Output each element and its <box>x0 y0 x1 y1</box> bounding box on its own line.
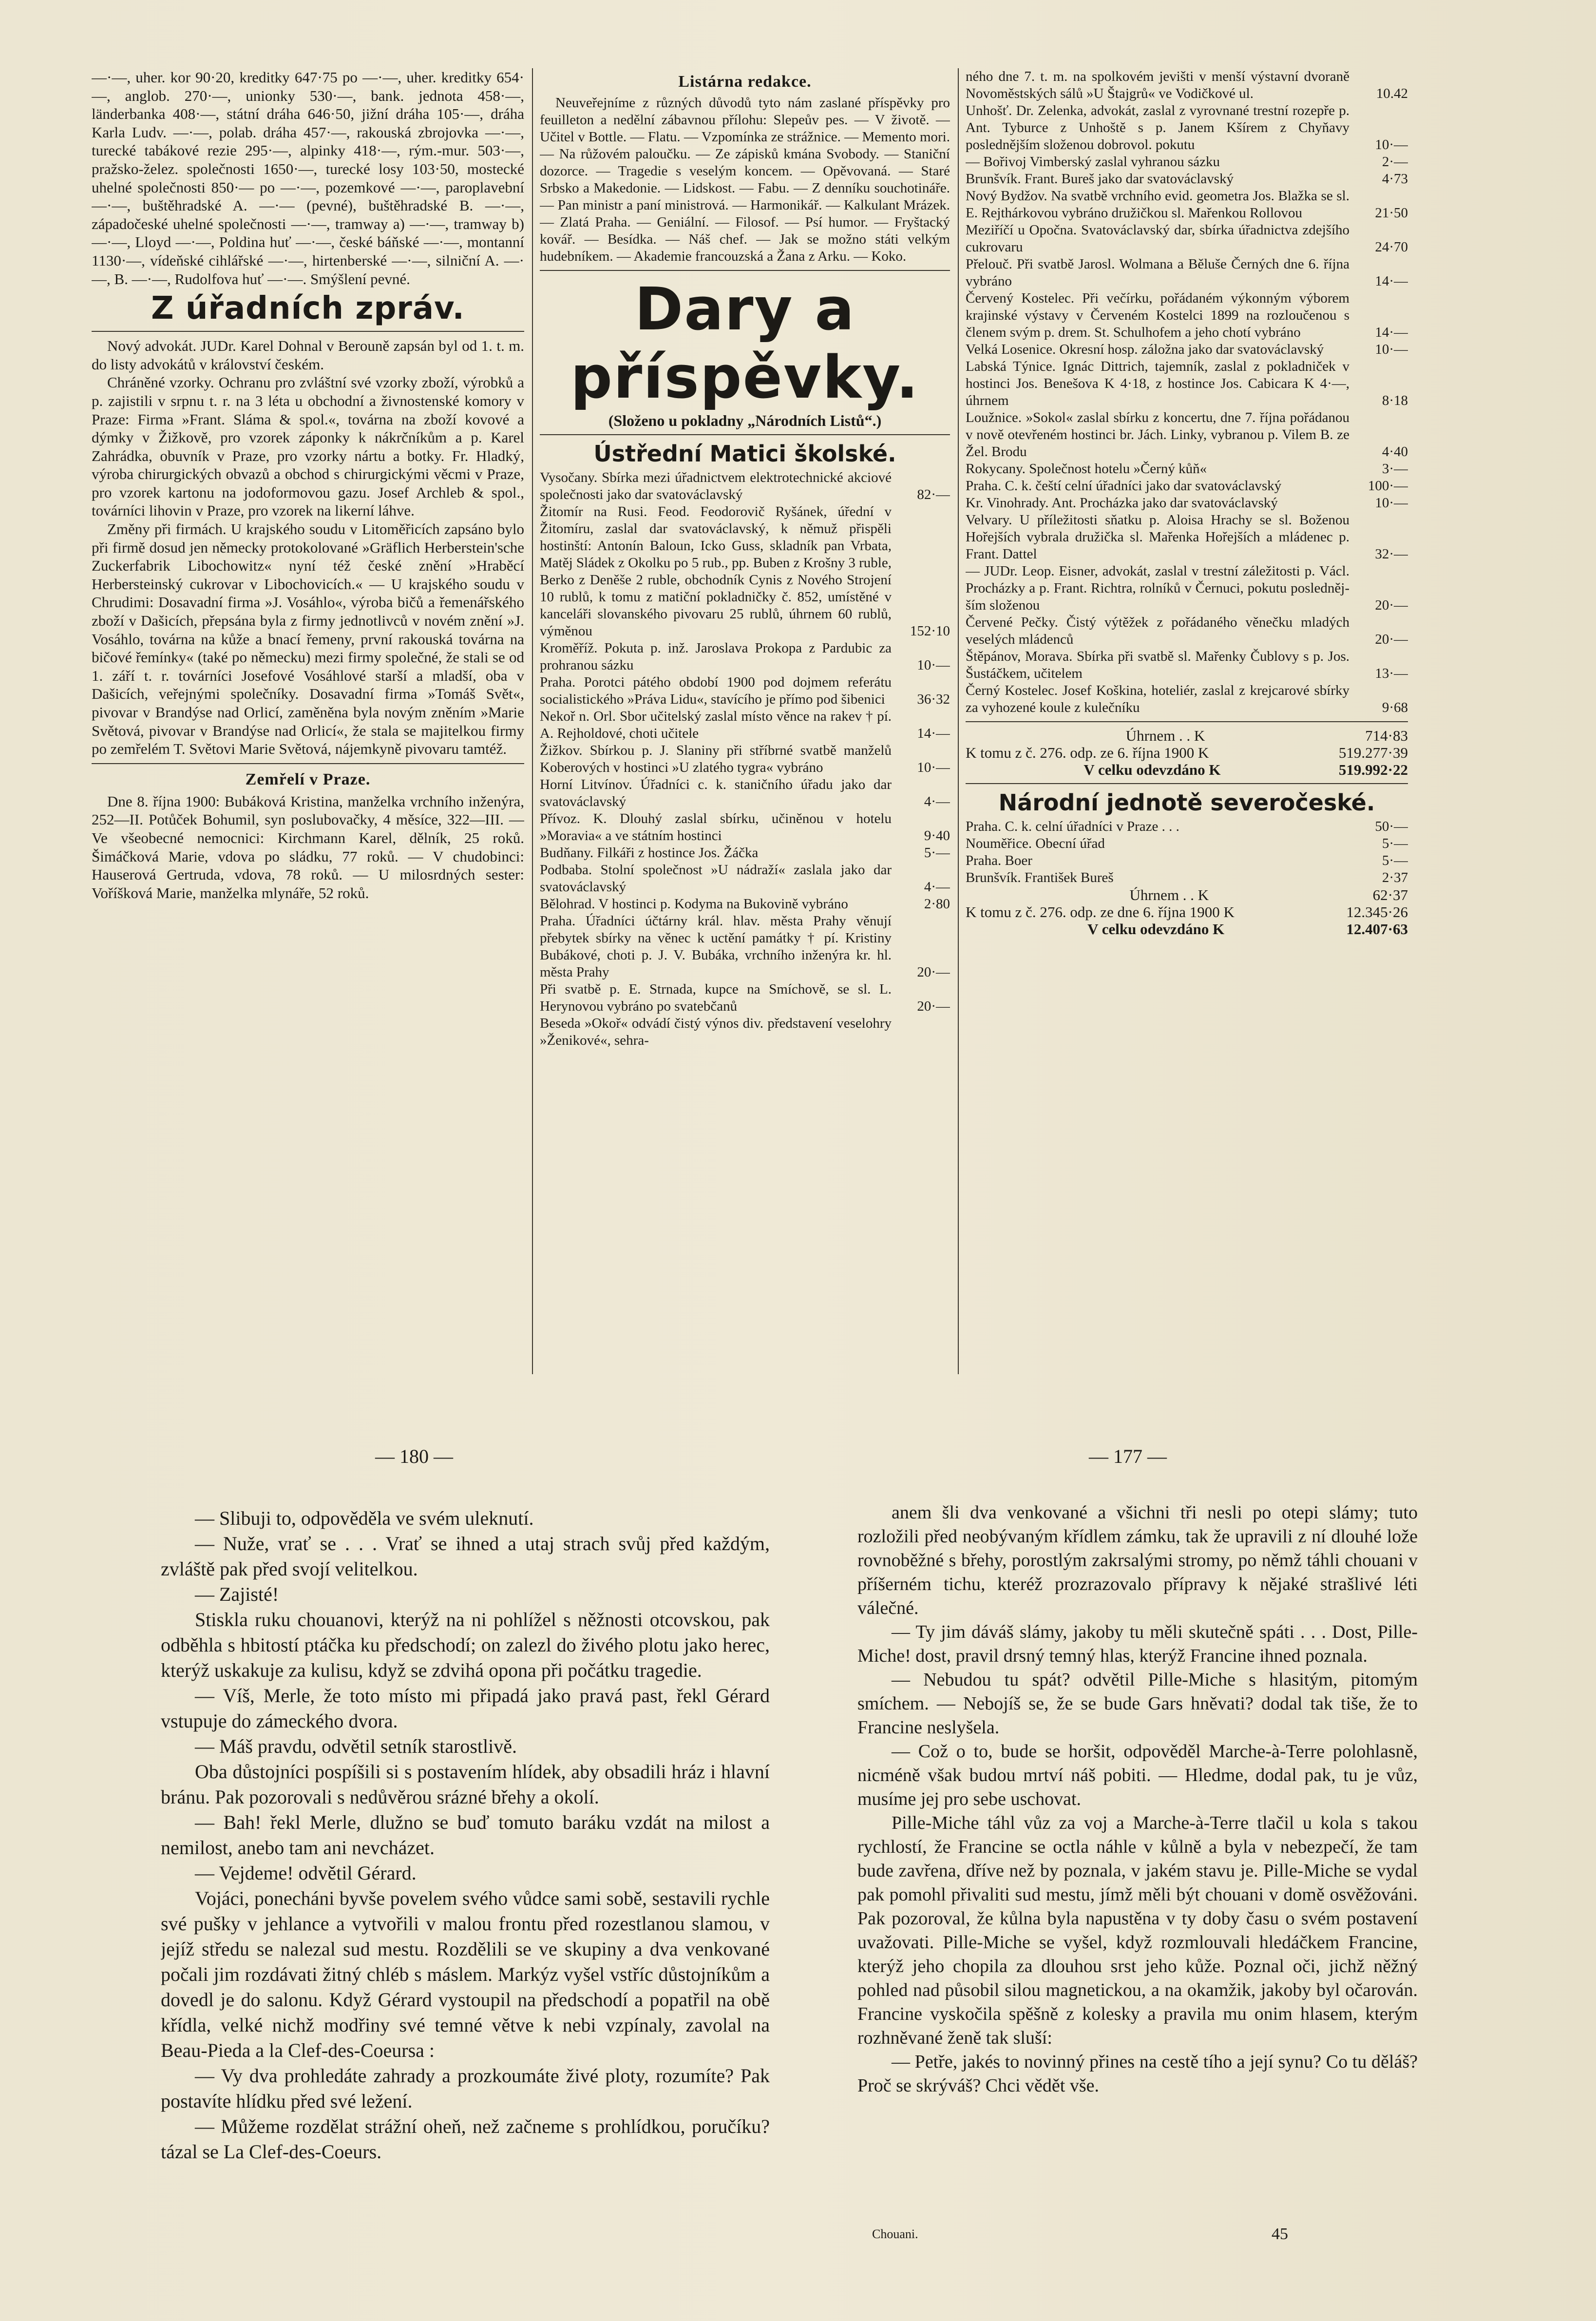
donation-item <box>966 835 1408 852</box>
donation-amount: 50·— <box>1375 819 1408 834</box>
donation-amount: 10·— <box>917 657 950 673</box>
divider <box>966 721 1408 722</box>
novel-paragraph: — Což o to, bude se horšit, odpověděl Marche-à-Terre polohlasně, nicméně však budou mrtví náš pobiti. — Hledme, dodal pak, tu je vůz, musíme jej pro sebe uschovat. <box>857 1741 1418 1809</box>
donation-item <box>966 171 1408 188</box>
donation-amount: 14·— <box>1375 273 1408 289</box>
donation-text: Meziříčí u Opočna. Svatováclavský dar, sbírka úřadnictva zdejšího cukrovaru <box>966 222 1349 255</box>
donation-text: Přelouč. Při svatbě Jarosl. Wolmana a Běluše Černých dne 6. října vybráno <box>966 256 1349 289</box>
donation-text: Velká Losenice. Okresní hosp. záložna jako dar svatováclavský <box>966 342 1324 357</box>
donation-amount: 10·— <box>1375 342 1408 357</box>
novel-paragraph: — Bah! řekl Merle, dlužno se buď tomuto baráku vzdát na milost a nemilost, anebo tam ani nevcházet. <box>161 1811 770 1859</box>
donation-item <box>540 674 950 708</box>
novel-paragraph: — Zajisté! <box>195 1583 279 1605</box>
donation-amount: 4·— <box>924 879 950 895</box>
novel-paragraph: Oba důstojníci pospíšili si s postavením hlídek, aby obsadili hráz i hlavní bránu. Pak pozorovali s nedůvěrou srázné břehy a okolí. <box>161 1761 770 1808</box>
donation-amount: 20·— <box>917 964 950 980</box>
dary-title: Dary a příspěvky. <box>570 276 919 412</box>
donation-item <box>540 810 950 844</box>
donation-item <box>540 913 950 981</box>
donation-text: Budňany. Filkáři z hostince Jos. Žáčka <box>540 845 759 861</box>
donation-amount: 100·— <box>1368 478 1408 494</box>
total-row <box>966 727 1408 744</box>
novel-paragraph: Vojáci, ponecháni byvše povelem svého vůdce sami sobě, sestavili rychle své pušky v jehlance a vytvořili v malou frontu před rozestlanou slamou, v jejíž středu se nalezal sud mestu. Rozdělili se ve skupiny a dva venkované počali jim rozdávati žitný chléb s máslem. Markýz vyšel vstříc důstojníkům a dovedl je do salonu. Když Gérard vystoupil na předschodí a popatřil na obě křídla, velké nichž modřiny své temné větve k nebi vzpínaly, zavolal na Beau-Pieda a la Clef-des-Coeursa : <box>161 1887 770 2061</box>
column-divider-right <box>958 68 959 1374</box>
donation-item <box>966 153 1408 171</box>
donation-text: Při svatbě p. E. Strnada, kupce na Smíchově, se sl. L. Herynovou vybráno po svatebčanů <box>540 981 892 1014</box>
donation-amount: 20·— <box>917 998 950 1014</box>
footer-page: 45 <box>1272 2225 1288 2243</box>
heading-zemreli: Zemřelí v Praze. <box>245 770 371 788</box>
donation-amount: 9·40 <box>924 828 950 844</box>
donation-amount: 14·— <box>917 726 950 741</box>
donation-amount: 8·18 <box>1382 393 1408 408</box>
donation-amount: 4·40 <box>1382 444 1408 460</box>
donation-item <box>966 222 1408 256</box>
donation-text: Praha. Porotci pátého období 1900 pod dojmem referátu socialistického »Práva Lidu«, stavícího je přímo pod šibenici <box>540 674 892 707</box>
donation-amount: 9·68 <box>1382 700 1408 715</box>
donation-item <box>966 358 1408 409</box>
donation-item <box>966 852 1408 869</box>
finance-text: —·—, uher. kor 90·20, kreditky 647·75 po —·—, uher. kreditky 654·—, anglob. 270·—, unionky 530·—, bank. jednota 458·—, länderbanka 408·—, státní dráha 646·50, jižní dráha 105·—, dráha Karla Ludv. —·—, polab. dráha 457·—, rakouská zbrojovka —·—, turecké tabákové rezie 295·—, alpinky 418·—, rým.-mur. 503·—, pražsko-želez. společnosti 1650·—, turecké losy 103·50, mostecké uhelné společnosti 850·— po —·—, pozemkové —·—, paroplavební —·—, buštěhradské A. —·— (pevné), buštěhradské B. —·—, západočeské uhelné společnosti —·—, tramway a) —·—, tramway b) —·—, Lloyd —·—, Poldina huť —·—, české báňské —·—, montanní 1130·—, vídeňské cihlářské —·—, hirtenberské —·—, silniční A. —·—, B. —·—, Rudolfova huť —·—. Smýšlení pevné. <box>92 69 524 288</box>
donation-item <box>966 409 1408 460</box>
dary-subtitle: (Složeno u pokladny „Národních Listů“.) <box>608 412 882 429</box>
celkem-label: V celku odevzdáno K <box>1087 921 1225 938</box>
page-number-left: — 180 — <box>375 1445 453 1467</box>
donation-amount: 10·— <box>917 760 950 775</box>
donation-amount: 21·50 <box>1375 205 1408 221</box>
uhrnem-label: Úhrnem . . K <box>1125 727 1205 744</box>
celkem-value: 12.407·63 <box>1346 921 1408 938</box>
donation-text: Podbaba. Stolní společnost »U nádraží« zaslala jako dar svatováclavský <box>540 862 892 895</box>
donation-item <box>966 648 1408 682</box>
donation-text: Nouměřice. Obecní úřad <box>966 836 1105 851</box>
divider <box>92 331 524 332</box>
uhrnem-label: Úhrnem . . K <box>1129 886 1209 903</box>
donation-item <box>966 290 1408 341</box>
total-row <box>966 744 1408 761</box>
donation-item <box>966 68 1408 102</box>
donation-text: Labská Týnice. Ignác Dittrich, tajemník, zaslal z pokladniček v hostinci Jos. Benešova K 4·18, z hostince Jos. Cabicara K 4·—, úhrnem <box>966 359 1349 408</box>
donation-text: Praha. C. k. celní úřadníci v Praze . . . <box>966 819 1179 834</box>
donation-amount: 13·— <box>1375 666 1408 681</box>
donation-text: Beseda »Okoř« odvádí čistý výnos div. představení veselohry »Ženikové«, sehra- <box>540 1016 892 1048</box>
donation-amount: 32·— <box>1375 546 1408 562</box>
divider <box>92 763 524 764</box>
uhrnem-value: 62·37 <box>1372 886 1408 903</box>
celkem-label: V celku odevzdáno K <box>1083 761 1221 778</box>
divider <box>540 270 950 271</box>
donation-item <box>540 896 950 913</box>
heading-urad: Z úřadních zpráv. <box>151 290 465 327</box>
donation-text: Kroměříž. Pokuta p. inž. Jaroslava Prokopa z Pardubic za prohranou sázku <box>540 640 892 673</box>
donation-item <box>966 495 1408 512</box>
donation-amount: 3·— <box>1382 461 1408 477</box>
donation-list <box>966 68 1408 716</box>
donation-text: — JUDr. Leop. Eisner, advokát, zaslal v trestní záležitosti p. Václ. Procházky a p. Frant. Richtra, rolníků v Černuci, pokutu posledněj-ším složenou <box>966 563 1349 613</box>
novel-paragraph: — Petře, jakés to novinný přines na cestě tího a její synu? Co tu děláš? Proč se skrýváš? Chci vědět vše. <box>857 2052 1418 2096</box>
novel-paragraph: — Slibuji to, odpověděla ve svém uleknutí. <box>195 1507 534 1529</box>
donation-amount: 2·— <box>1382 154 1408 170</box>
donation-amount: 2·37 <box>1382 870 1408 885</box>
donation-text: Brunšvík. Frant. Bureš jako dar svatováclavský <box>966 171 1234 187</box>
novel-paragraph: Stiskla ruku chouanovi, kterýž na ni pohlížel s něžnosti otcovskou, pak odběhla s hbitostí ptáčka ku předschodí; on zalezl do živého plotu jako herec, kterýž uskakuje za kulisu, když se zdvihá opona při počátku tragedie. <box>161 1609 770 1681</box>
donation-amount: 36·32 <box>917 691 950 707</box>
chranene-vzorky: Chráněné vzorky. Ochranu pro zvláštní své vzorky zboží, výrobků a p. zajistili v srpnu t. r. na 3 léta u obchodní a živnostenské komory v Praze: Firma »Frant. Sláma & spol.«, továrna na zboží kovové a dýmky v Žižkově, pro vzorek záponky k nákrčníkům a p. Karel Zahrádka, obuvník v Praze, pro vzorky nártu a botky. Fr. Hladký, výroba chirurgických obvazů a obchod s chirurgickými věcmi v Praze, pro vzorek kartonu na jodoformovou gazu. Josef Archleb & spol., továrníci lihovin v Praze, pro vzorek na likerní láhve. <box>92 374 524 519</box>
novel-paragraph: — Ty jim dáváš slámy, jakoby tu měli skutečně spáti . . . Dost, Pille-Miche! dost, pravil drsný temný hlas, kterýž Francine ihned poznala. <box>857 1622 1418 1666</box>
celkem-value: 519.992·22 <box>1338 761 1408 778</box>
donation-text: Štěpánov, Morava. Sbírka při svatbě sl. Mařenky Čublovy s p. Jos. Šustáčkem, učitelem <box>966 649 1349 681</box>
tomu-label: K tomu z č. 276. odp. ze 6. října 1900 K <box>966 744 1209 761</box>
donation-item <box>966 563 1408 614</box>
donation-amount: 10·— <box>1375 495 1408 511</box>
donation-item <box>966 614 1408 648</box>
donation-item <box>540 1015 950 1049</box>
donation-item <box>966 478 1408 495</box>
tomu-label: K tomu z č. 276. odp. ze dne 6. října 1900 K <box>966 903 1235 921</box>
tomu-value: 519.277·39 <box>1338 744 1408 761</box>
novel-paragraph: — Máš pravdu, odvětil setník starostlivě. <box>195 1735 517 1757</box>
donation-list <box>540 469 950 1049</box>
donation-item <box>966 818 1408 835</box>
donation-text: Unhošť. Dr. Zelenka, advokát, zaslal z vyrovnané trestní rozepře p. Ant. Tyburce z Unhoště s p. Janem Kšírem z Chyňavy poslednějším složenou dobrovol. pokutu <box>966 103 1349 153</box>
donation-text: Nekoř n. Orl. Sbor učitelský zaslal místo věnce na rakev † pí. A. Rejholdové, choti učitele <box>540 709 892 741</box>
donation-text: Praha. Úřadníci účtárny král. hlav. města Prahy věnují přebytek sbírky na věnec k uctění památky † pí. Kristiny Bubákové, choti p. J. V. Bubáka, vrchního inženýra kr. hl. města Prahy <box>540 913 892 980</box>
donation-text: Černý Kostelec. Josef Koškina, hoteliér, zaslal z krejcarové sbírky za vyhozené koule z kulečníku <box>966 683 1349 715</box>
donation-item <box>540 742 950 776</box>
donation-item <box>540 503 950 640</box>
donation-text: Žitomír na Rusi. Feod. Feodorovič Ryšánek, úřední v Žitomíru, zaslal dar svatováclavský, k němuž přispěli hostinští: Antonín Baloun, Icko Guss, skladník pan Vrbata, Matěj Sládek z Okolku po 5 rub., pp. Buben z Krošny 3 ruble, Berko z Deněše 2 ruble, obchodník Cynis z Nového Strojení 10 rublů, k tomu z matiční pokladničky č. 852, umístěné v kanceláři slovanského pivovaru 25 rublů, úhrnem 60 rublů, výměnou <box>540 504 892 639</box>
divider <box>540 434 950 435</box>
donation-item <box>966 869 1408 886</box>
novel-paragraph: — Vy dva prohledáte zahrady a prozkoumáte živé ploty, rozumíte? Pak postavíte hlídku před své ležení. <box>161 2065 770 2112</box>
donation-amount: 4·— <box>924 794 950 809</box>
donation-text: Bělohrad. V hostinci p. Kodyma na Bukovině vybráno <box>540 896 848 912</box>
novel-text-right <box>857 1501 1418 2212</box>
total-row <box>966 886 1408 903</box>
total-row <box>966 761 1408 778</box>
donation-text: ného dne 7. t. m. na spolkovém jevišti v menší výstavní dvoraně Novoměstských sálů »U Štajgrů« ve Vodičkové ul. <box>966 69 1349 101</box>
donation-amount: 5·— <box>1382 836 1408 851</box>
donation-item <box>966 460 1408 478</box>
novel-paragraph: anem šli dva venkované a všichni tři nesli po otepi slámy; tuto rozložili před neobývaným křídlem zámku, tak že upravili z ní dlouhé lože rovnoběžné s břehy, porostlým zakrsalými stromy, po němž táhli chouani v příšerném tichu, kteréž prozrazovalo přípravy k nějaké strašlivé léti válečné. <box>857 1502 1418 1618</box>
donation-amount: 14·— <box>1375 325 1408 340</box>
donation-item <box>540 640 950 674</box>
donation-text: Žižkov. Sbírkou p. J. Slaniny při stříbrné svatbě manželů Koberových v hostinci »U zlatého tygra« vybráno <box>540 743 892 775</box>
divider <box>966 783 1408 784</box>
left-column <box>92 68 524 1374</box>
donation-item <box>540 862 950 896</box>
donation-item <box>540 469 950 503</box>
donation-item <box>966 341 1408 358</box>
donation-item <box>966 256 1408 290</box>
listarna-text: Neuveřejníme z různých důvodů tyto nám zaslané příspěvky pro feuilleton a nedělní zábavnou přílohu: Slepeův pes. — V životě. — Učitel v Bottle. — Flatu. — Vzpomínka ze strážnice. — Memento mori. — Na růžovém paloučku. — Ze zápisků kmána Svobody. — Staniční dozorce. — Tragedie s veselým koncem. — Opěvovaná. — Staré Srbsko a Makedonie. — Lidskost. — Fabu. — Z denníku souchotináře. — Pan ministr a paní ministrová. — Harmonikář. — Kalkulant Mrázek. — Zlatá Praha. — Geniální. — Filosof. — Psí humor. — Fryštacký kovář. — Besídka. — Náš chef. — Jak se možno státi velkým hudebníkem. — Akademie francouzská a Žana z Arku. — Koko. <box>540 95 950 264</box>
donation-amount: 10·— <box>1375 137 1408 153</box>
donation-amount: 2·80 <box>924 896 950 912</box>
donation-text: Horní Litvínov. Úřadníci c. k. staničního úřadu jako dar svatováclavský <box>540 777 892 809</box>
total-row <box>966 903 1408 921</box>
novel-paragraph: Pille-Miche táhl vůz za voj a Marche-à-Terre tlačil u kola s takou rychlostí, že Francine se octla náhle v kůlně a byla v nebezpečí, že tam bude zavřena, dříve než by poznala, v jakém stavu je. Pille-Miche se vydal pak pomohl přivaliti sud mestu, jímž měli být chouani v domě osvěžováni. Pak pozoroval, že kůlna byla napustěna v ty doby času o svém postavení uvažovati. Pille-Miche se vyšel, když rozmlouvali hledáčkem Francine, kterýž jeho chopila za dlouhou srst jeho kůže. Poznal oči, jichž něžný pohled nad působil silou magnetickou, a na okamžik, jakoby byl očarován. Francine vyskočila spěšně z kolesky a pravila mu onim hlasem, kterým rozhněvané ženě tak sluší: <box>857 1813 1418 2048</box>
donation-item <box>966 188 1408 222</box>
donation-text: Kr. Vinohrady. Ant. Procházka jako dar svatováclavský <box>966 495 1278 511</box>
donation-text: — Bořivoj Vimberský zaslal vyhranou sázku <box>966 154 1220 170</box>
totals-block <box>966 727 1408 778</box>
donation-text: Praha. C. k. čeští celní úřadníci jako dar svatováclavský <box>966 478 1282 494</box>
footer-title: Chouani. <box>872 2227 918 2241</box>
middle-column <box>540 68 950 1374</box>
donation-amount: 5·— <box>924 845 950 861</box>
heading-listarna: Listárna redakce. <box>678 73 812 91</box>
column-divider-left <box>532 68 533 1374</box>
novel-paragraph: — Nuže, vrať se . . . Vrať se ihned a utaj strach svůj před každým, zvláště pak před svojí velitelkou. <box>161 1533 770 1580</box>
novel-paragraph: — Můžeme rozdělat strážní oheň, než začneme s prohlídkou, poručíku? tázal se La Clef-des-Coeurs. <box>161 2115 770 2163</box>
donation-amount: 20·— <box>1375 632 1408 647</box>
donation-text: Velvary. U příležitosti sňatku p. Aloisa Hrachy se sl. Boženou Hořejších vybrala družička sl. Mařenka Hořejších a mládenec p. Frant. Dattel <box>966 512 1349 562</box>
donation-item <box>540 844 950 862</box>
heading-ustredni: Ústřední Matici školské. <box>593 441 896 467</box>
zemreli-text: Dne 8. října 1900: Bubáková Kristina, manželka vrchního inženýra, 252—II. Potůček Bohumil, syn poslubovačky, 4 měsíce, 322—III. — Ve všeobecné nemocnici: Kirchmann Karel, dělník, 25 roků. Šimáčková Marie, vdova po sládku, 77 roků. — V chudobinci: Hauserová Gertruda, vdova, 78 roků. — U milosrdných sester: Voříšková Marie, manželka mlynáře, 52 roků. <box>92 792 524 902</box>
novy-advokat: Nový advokát. JUDr. Karel Dohnal v Berouně zapsán byl od 1. t. m. do listy advokátů v království českém. <box>92 337 524 373</box>
donation-text: Rokycany. Společnost hotelu »Černý kůň« <box>966 461 1207 477</box>
donation-text: Loužnice. »Sokol« zaslal sbírku z koncertu, dne 7. října pořádanou v nově otevřeném hostinci br. Jách. Linky, vybranou p. Vilem B. ze Žel. Brodu <box>966 410 1349 460</box>
uhrnem-value: 714·83 <box>1365 727 1408 744</box>
donation-amount: 82·— <box>917 487 950 502</box>
heading-narodni: Národní jednotě severočeské. <box>998 789 1375 816</box>
total-row <box>966 921 1408 938</box>
zmeny-firmach: Změny při firmách. U krajského soudu v Litoměřicích zapsáno bylo při firmě dosud jen německy protokolované »Gräflich Herberstein'sche Zuckerfabrik Libochowitz« nyní též české znění »Hraběcí Herbersteinský cukrovar v Libochovicích.« — U krajského soudu v Chrudimi: Dosavadní firma »J. Vosáhlo«, výroba bičů a řemenářského zboží v Dašicích, přepsána byla z firmy jednotlivců v novém znění »J. Vosáhlo, továrna na kůže a bnací řemeny, první rakouská továrna na bičové řemínky« (také po německu) mezi firmy společné, že stali se od 1. září t. r. továrníci Josefové Vosáhlové starší a mladší, oba v Dašicích, veřejnými společníky. Dosavadní firma »Tomáš Svět«, pivovar v Brandýse nad Orlicí, zaměněna byla novým zněním »Marie Světová, pivovar v Brandýse nad Orlicí«, že stala se majitelkou firmy po zemřelém T. Světovi Marie Světová, nájemkyně pivovaru tamtéž. <box>92 520 524 758</box>
donation-item <box>540 708 950 742</box>
donation-text: Červený Kostelec. Při večírku, pořádaném výkonným výborem krajinské výstavy v Červeném Kostelci 1899 na rozloučenou s členem svým p. drem. St. Schulhofem a jeho chotí vybráno <box>966 290 1349 340</box>
donation-item <box>966 682 1408 716</box>
novel-paragraph: — Víš, Merle, že toto místo mi připadá jako pravá past, řekl Gérard vstupuje do zámeckého dvora. <box>161 1685 770 1732</box>
donation-text: Praha. Boer <box>966 853 1032 868</box>
donation-list <box>966 818 1408 886</box>
donation-text: Přívoz. K. Dlouhý zaslal sbírku, učiněnou v hotelu »Moravia« a ve státním hostinci <box>540 811 892 844</box>
donation-text: Vysočany. Sbírka mezi úřadnictvem elektrotechnické akciové společnosti jako dar svatováclavský <box>540 470 892 502</box>
donation-amount: 4·73 <box>1382 171 1408 187</box>
novel-paragraph: — Vejdeme! odvětil Gérard. <box>195 1862 417 1884</box>
novel-paragraph: — Nebudou tu spát? odvětil Pille-Miche s hlasitým, pitomým smíchem. — Nebojíš se, že se bude Gars hněvati? dodal tak tiše, že to Francine neslyšela. <box>857 1669 1418 1738</box>
donation-amount: 20·— <box>1375 597 1408 613</box>
donation-amount: 24·70 <box>1375 239 1408 255</box>
donation-text: Brunšvík. František Bureš <box>966 870 1114 885</box>
tomu-value: 12.345·26 <box>1346 903 1408 921</box>
donation-amount: 5·— <box>1382 853 1408 868</box>
donation-text: Červené Pečky. Čistý výtěžek z pořádaného věnečku mladých veselých mládenců <box>966 614 1349 647</box>
donation-amount: 152·10 <box>910 623 950 639</box>
right-column <box>966 68 1408 1374</box>
donation-text: Nový Bydžov. Na svatbě vrchního evid. geometra Jos. Blažka se sl. E. Rejthárkovou vybráno družičkou sl. Mařenkou Rollovou <box>966 188 1349 221</box>
donation-item <box>540 981 950 1015</box>
totals-block <box>966 886 1408 938</box>
donation-item <box>966 512 1408 563</box>
novel-text-left <box>161 1506 770 2237</box>
page-number-right: — 177 — <box>1089 1445 1167 1467</box>
donation-item <box>540 776 950 810</box>
donation-item <box>966 102 1408 153</box>
donation-amount: 10.42 <box>1376 86 1408 101</box>
